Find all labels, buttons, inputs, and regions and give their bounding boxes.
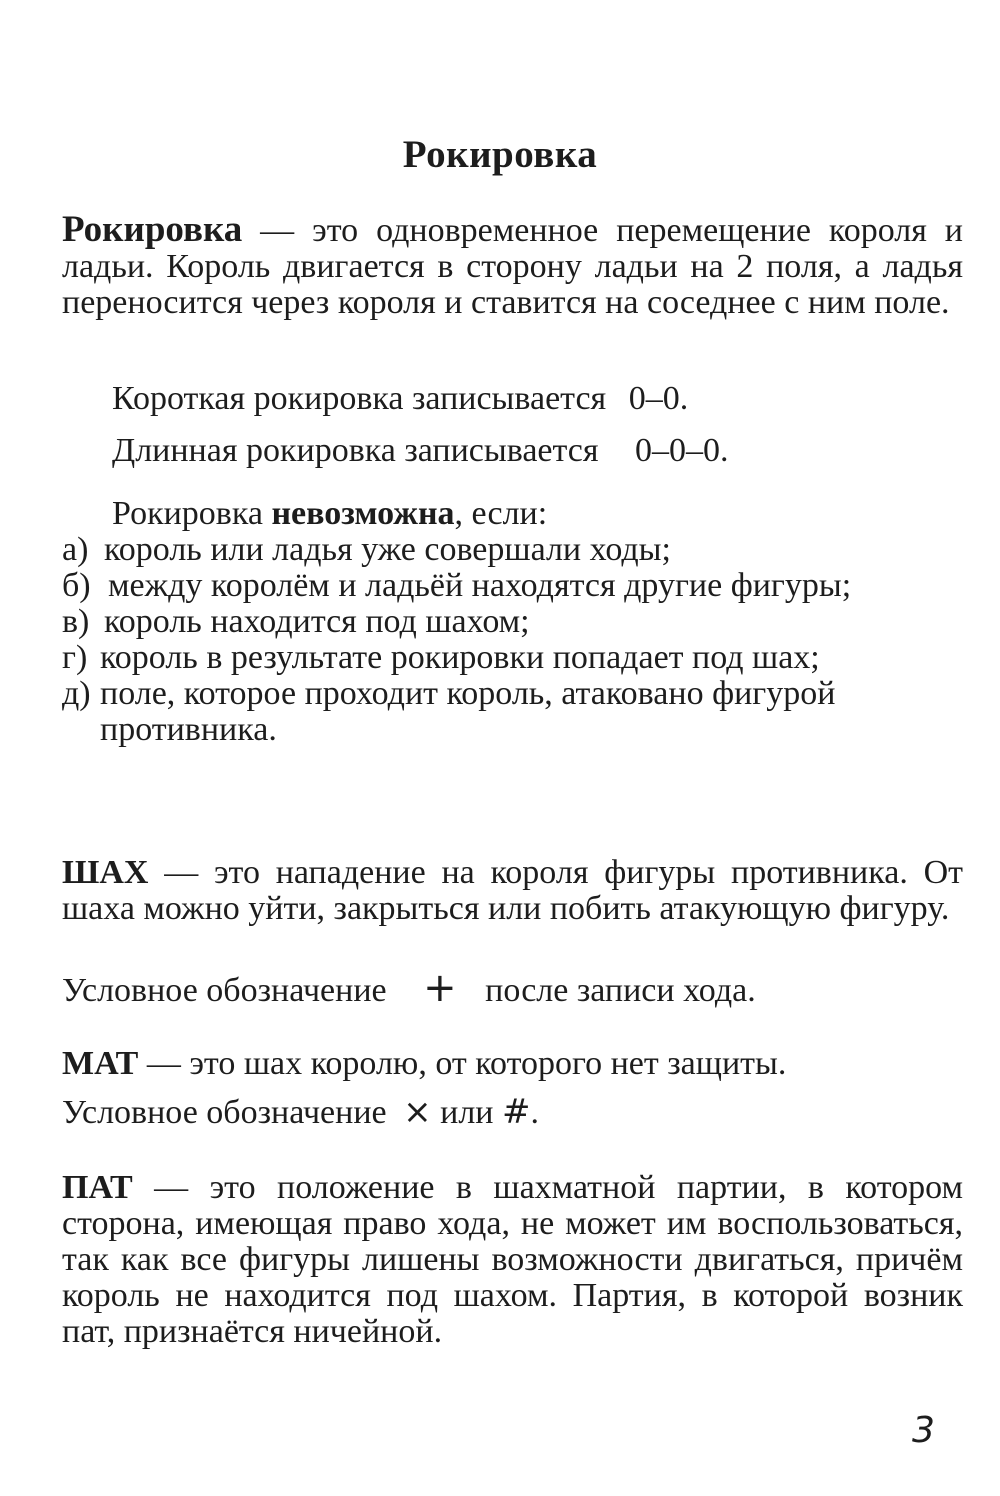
check-definition — [62, 855, 963, 927]
list-item — [62, 532, 882, 568]
list-marker: г) — [62, 639, 88, 676]
check-notation-tail: после записи хода. — [485, 972, 756, 1009]
castling-definition — [62, 209, 963, 321]
check-term: ШАХ — [62, 854, 149, 891]
list-item-text: король в результате рокировки попадает под шах; — [100, 639, 820, 676]
impossible-tail-text: , если: — [454, 495, 548, 532]
mate-definition-text: — это шах королю, от которого нет защиты. — [138, 1045, 787, 1082]
impossible-intro-text: Рокировка — [112, 495, 272, 532]
stalemate-definition — [62, 1170, 963, 1350]
list-marker: б) — [62, 567, 91, 604]
long-castling-code: 0–0–0. — [635, 432, 729, 469]
impossible-bold-text: невозможна — [271, 495, 455, 532]
stalemate-definition-text: — это положение в шахматной партии, в котором сторона, имеющая право хода, не может им воспользоваться, так как все фигуры лишены возможности двигаться, причём король не находится под шахом. Партия, в которой возник пат, признаётся ничейной. — [62, 1169, 963, 1350]
mate-period: . — [530, 1094, 539, 1131]
list-item — [62, 676, 882, 748]
mate-or-text: или — [440, 1094, 494, 1131]
mate-notation — [62, 1094, 539, 1131]
list-item-text: поле, которое проходит король, атаковано фигурой противника. — [100, 675, 836, 748]
castling-term: Рокировка — [62, 209, 243, 250]
cross-symbol: × — [403, 1092, 432, 1132]
castling-definition-text: — это одновременное перемещение короля и ладьи. Король двигается в сторону ладьи на 2 поля, а ладья переносится через короля и ставится на соседнее с ним поле. — [62, 212, 963, 321]
list-item — [62, 568, 882, 604]
page-title: Рокировка — [402, 133, 598, 176]
plus-symbol: + — [423, 965, 457, 1011]
mate-notation-text: Условное обозначение — [62, 1094, 387, 1131]
list-item — [62, 604, 882, 640]
castling-conditions-list — [62, 532, 882, 748]
list-item-text: между королём и ладьёй находятся другие фигуры; — [108, 567, 852, 604]
mate-definition — [62, 1046, 786, 1082]
short-castling-code: 0–0. — [628, 380, 689, 417]
check-notation-text: Условное обозначение — [62, 972, 387, 1009]
list-item-text: король находится под шахом; — [104, 603, 530, 640]
hash-symbol: # — [502, 1092, 531, 1132]
check-definition-text: — это нападение на короля фигуры противника. От шаха можно уйти, закрыться или побить атакующую фигуру. — [62, 854, 963, 927]
long-castling-text: Длинная рокировка записывается — [112, 432, 599, 469]
short-castling-line — [112, 381, 688, 417]
long-castling-line — [112, 433, 729, 469]
list-item-text: король или ладья уже совершали ходы; — [104, 531, 671, 568]
list-marker: в) — [62, 603, 90, 640]
page-number: 3 — [912, 1410, 935, 1451]
list-item — [62, 640, 882, 676]
mate-term: МАТ — [62, 1045, 139, 1082]
castling-impossible-intro — [112, 496, 547, 532]
list-marker: д) — [62, 675, 91, 712]
list-marker: а) — [62, 531, 89, 568]
check-notation — [62, 965, 756, 1011]
short-castling-text: Короткая рокировка записывается — [112, 380, 607, 417]
stalemate-term: ПАТ — [62, 1169, 133, 1206]
